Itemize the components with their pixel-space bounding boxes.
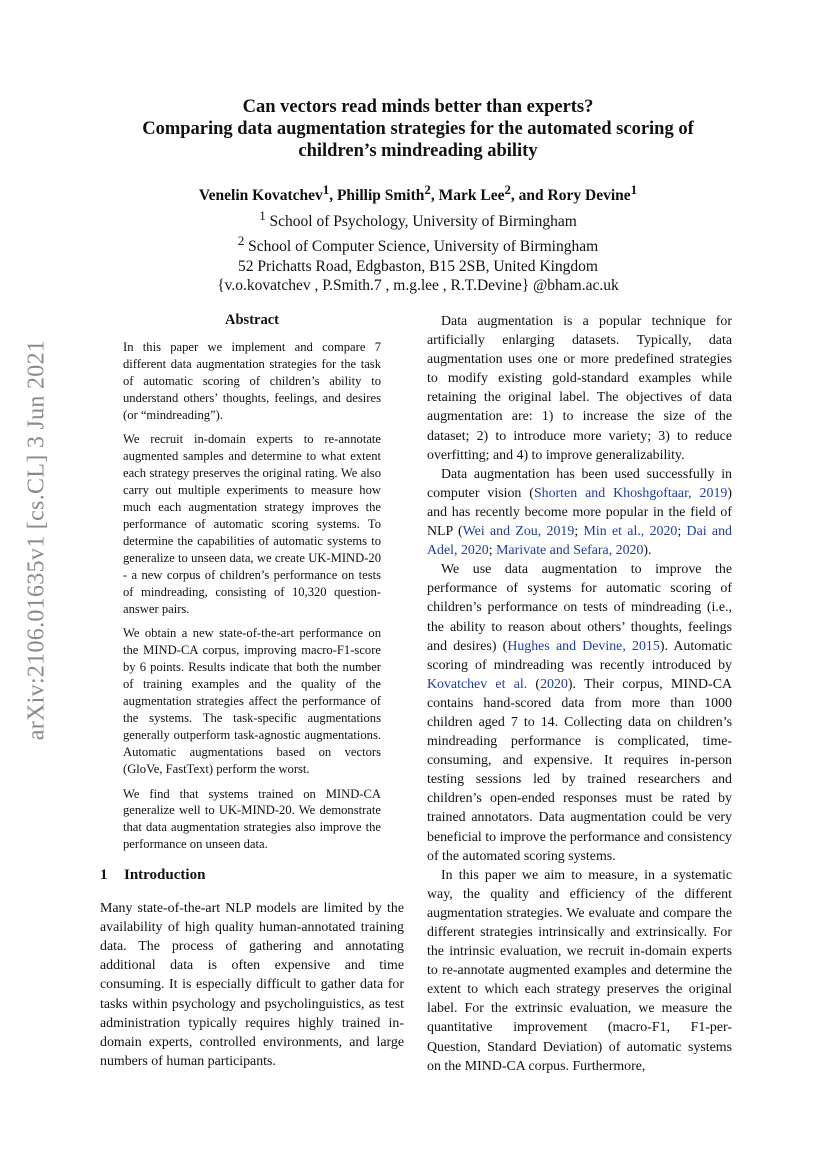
author-block (100, 180, 736, 296)
introduction-section (100, 866, 404, 1071)
author-1-affil: 1 (322, 182, 330, 197)
abstract-paragraph-4: We find that systems trained on MIND-CA generalize well to UK-MIND-20. We demonstrate that data augmentation strategies also improve the performance on unseen data. (123, 786, 381, 852)
right-paragraph-3 (427, 560, 732, 866)
text-run: ). Automatic scoring of mindreading was recently introduced by (427, 638, 732, 673)
abstract-paragraph-3: We obtain a new state-of-the-art performance on the MIND-CA corpus, improving macro-F1-score by 6 points. Results indicate that both the number of training examples and the quality of the augmentation strategies affect the performance of the systems. The task-specific augmentations generally outperform task-agnostic augmentations. Automatic augmentations based on vectors (GloVe, FastText) perform the worst. (123, 626, 381, 776)
citation-link[interactable]: Hughes and Devine, 2015 (507, 638, 660, 654)
author-4: Rory Devine (547, 187, 631, 205)
email-addresses: {v.o.kovatchev , P.Smith.7 , m.g.lee , R.T.Devine} @bham.ac.uk (217, 277, 619, 295)
citation-link[interactable]: Marivate and Sefara, 2020 (496, 543, 644, 559)
affiliation-2 (100, 231, 736, 257)
author-names (100, 180, 736, 206)
arxiv-sidebar-stamp (22, 339, 52, 741)
text-run: We use data augmentation to improve the performance of systems for automatic scoring of children’s performance on tests of mindreading (i.e., the ability to reason about others’ thoughts, feelings and desires) ( (427, 562, 732, 654)
postal-address: 52 Prichatts Road, Edgbaston, B15 2SB, United Kingdom (238, 257, 598, 275)
text-run: Data augmentation has been used successfully in computer vision ( (427, 466, 732, 501)
affiliation-1-mark: 1 (259, 207, 266, 223)
text-run: ; (574, 524, 584, 540)
affiliation-1-text: School of Psychology, University of Birmingham (265, 212, 577, 230)
author-1: Venelin Kovatchev (198, 187, 323, 205)
affiliation-2-text: School of Computer Science, University of Birmingham (244, 238, 599, 256)
author-3-affil: 2 (504, 182, 511, 197)
text-run: ; (677, 524, 687, 540)
affiliation-1 (100, 206, 736, 232)
right-paragraph-1: Data augmentation is a popular technique for artificially enlarging datasets. Typically, data augmentation uses one or more predefined strategies to modify existing gold-standard examples while retaining the original label. The objectives of data augmentation are: 1) to increase the size of the dataset; 2) to introduce more variety; 3) to reduce overfitting; and 4) to improve generalizability. (427, 314, 732, 463)
affiliation-2-mark: 2 (237, 233, 245, 249)
paper-title (100, 96, 736, 162)
author-sep: , (430, 187, 439, 205)
section-number: 1 (100, 867, 108, 883)
author-3: Mark Lee (438, 187, 505, 205)
text-run: ). Their corpus, MIND-CA contains hand-scored data from more than 1000 children aged 7 to 14. Collecting data on children’s mindreading performance is complicated, time-consuming, and expensive. It requires in-person testing sessions led by trained researchers and children’s open-ended responses must be rated by trained annotators. Data augmentation could be very beneficial to improve the performance and consistency of the automated scoring systems. (427, 676, 732, 864)
right-column (427, 312, 732, 1076)
section-title: Introduction (124, 867, 206, 883)
right-paragraph-4: In this paper we aim to measure, in a systematic way, the quality and efficiency of the different augmentation strategies. We evaluate and compare the different strategies intrinsically and extrinsically. For the intrinsic evaluation, we recruit in-domain experts to re-annotate augmented examples and determine the extent to which each strategy preserves the original label. For the extrinsic evaluation, we measure the quantitative improvement (macro-F1, F1-per-Question, Standard Deviation) of automatic systems on the MIND-CA corpus. Furthermore, (427, 867, 732, 1074)
author-4-affil: 1 (630, 182, 638, 197)
author-sep: , and (510, 187, 548, 205)
abstract-paragraph-2: We recruit in-domain experts to re-annotate augmented samples and determine to what extent each strategy preserves the original rating. We also carry out multiple experiments to measure how much each augmentation strategy improves the performance of automatic scoring systems. To determine the capabilities of automatic systems to generalize to unseen data, we create UK-MIND-20 - a new corpus of children’s performance on tests of mindreading, consisting of 10,320 question-answer pairs. (123, 432, 381, 616)
author-sep: , (329, 187, 337, 205)
title-line-2: Comparing data augmentation strategies for the automated scoring of (142, 119, 694, 139)
arxiv-id-label: arXiv:2106.01635v1 [cs.CL] 3 Jun 2021 (23, 339, 50, 741)
text-run: ( (527, 676, 541, 692)
abstract-heading: Abstract (225, 312, 279, 328)
citation-link[interactable]: Shorten and Khoshgoftaar, 2019 (533, 485, 728, 501)
title-line-3: children’s mindreading ability (298, 141, 538, 161)
author-2-affil: 2 (424, 182, 431, 197)
text-run: ) and has recently become more popular in the field of NLP ( (427, 485, 732, 540)
author-2: Phillip Smith (336, 187, 425, 205)
introduction-heading (100, 866, 404, 885)
citation-link[interactable]: Wei and Zou, 2019 (462, 524, 575, 540)
abstract-section (123, 312, 381, 861)
text-run: ). (643, 543, 652, 559)
citation-link[interactable]: Dai and Adel, 2020 (427, 524, 732, 559)
introduction-paragraph-1: Many state-of-the-art NLP models are limited by the availability of high quality human-annotated training data. The process of gathering and annotating additional data is often expensive and time consuming. It is especially difficult to gather data for tasks within psychology and psycholinguistics, as test administration typically requires highly trained in-domain experts, controlled environments, and large numbers of human participants. (100, 901, 404, 1069)
text-run: ; (488, 543, 497, 559)
citation-link[interactable]: Min et al., 2020 (583, 524, 678, 540)
citation-link[interactable]: 2020 (540, 676, 568, 692)
abstract-paragraph-1: In this paper we implement and compare 7 different data augmentation strategies for the task of automatic scoring of children’s ability to understand others’ thoughts, feelings, and desires (or “mindreading”). (123, 339, 381, 422)
title-line-1: Can vectors read minds better than experts? (242, 97, 594, 117)
citation-link[interactable]: Kovatchev et al. (427, 676, 528, 692)
right-paragraph-2 (427, 465, 732, 560)
